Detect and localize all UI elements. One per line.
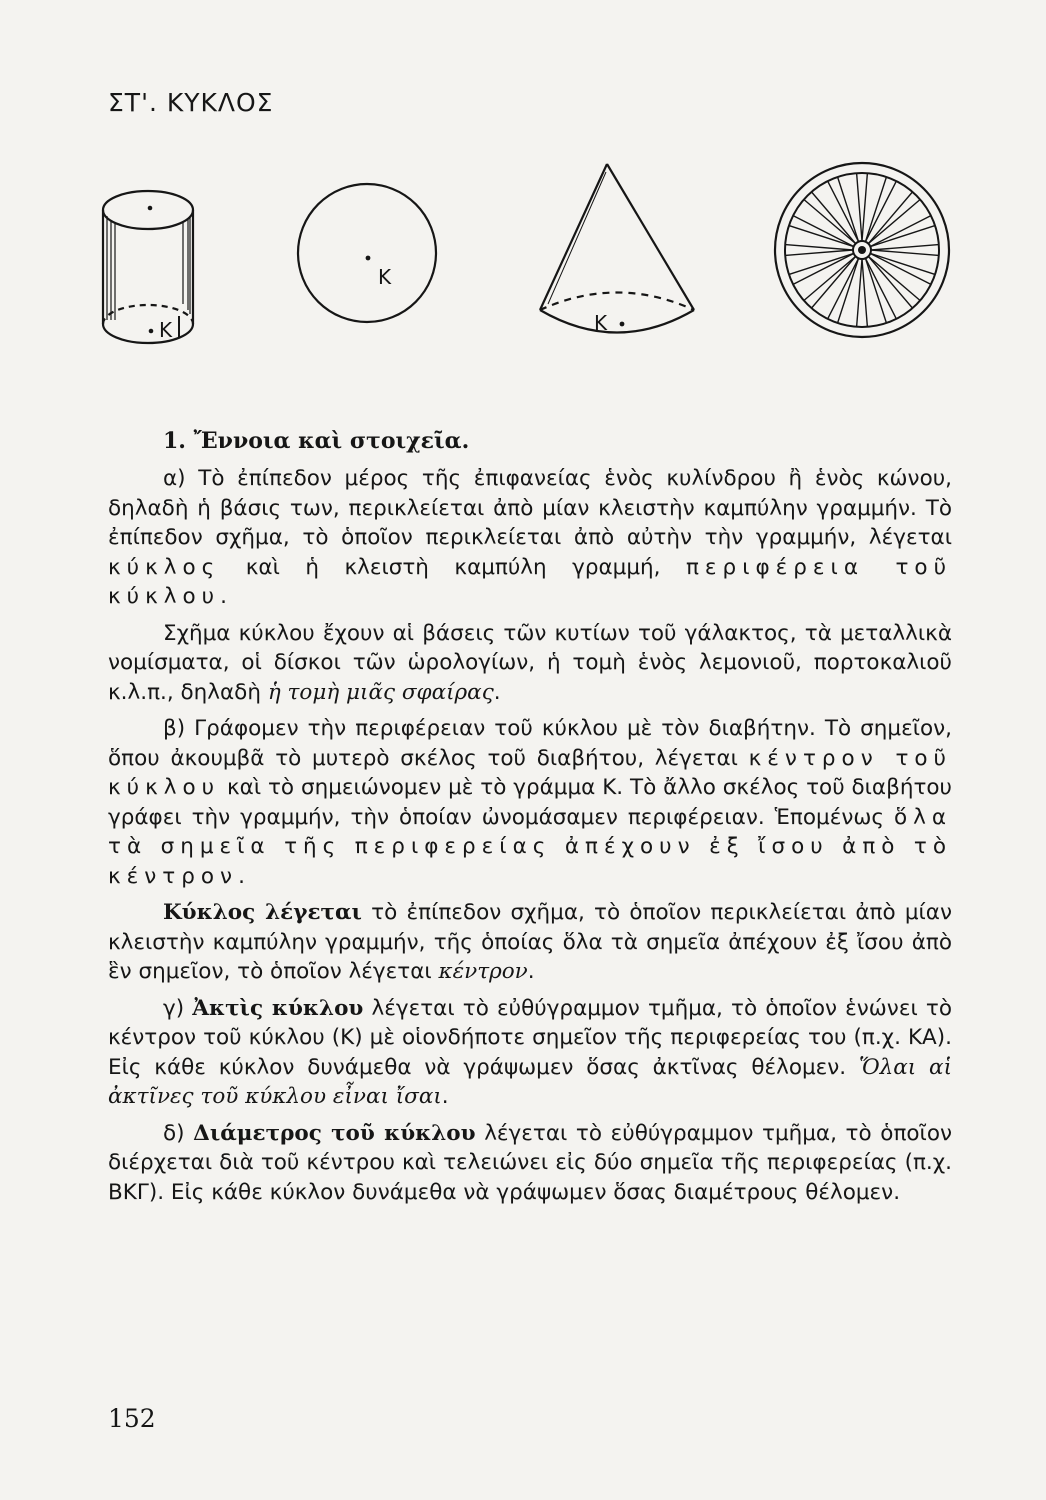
cone-center-label: Κ [594, 311, 608, 335]
text: . [220, 584, 227, 609]
term-kyklos: κύκλος [108, 554, 221, 580]
figures-row [0, 160, 1046, 380]
body-text [108, 464, 952, 1207]
wheel-spoke [789, 226, 854, 247]
bold-term: Ἀκτὶς κύκλου [192, 995, 364, 1021]
circle-center-label: Κ [378, 265, 392, 289]
text: λέγεται τὸ εὐθύγραμμον τμῆμα, τὸ ὁποῖον ἑνώνει τὸ κέντρον τοῦ κύκλου (Κ) μὲ οἱονδήποτε σημεῖον τῆς περιφερείας του (π.χ. ΚΑ). Εἰς κάθε κύκλον δυνάμεθα νὰ γράψωμεν ὅσας ἀκτῖνας θέλομεν. [108, 995, 952, 1080]
paragraph-c [108, 994, 952, 1112]
wheel-spoke [862, 259, 867, 327]
wheel-spoke [871, 250, 939, 255]
text: α) Τὸ ἐπίπεδον μέρος τῆς ἐπιφανείας ἑνὸς κυλίνδρου ἢ ἑνὸς κώνου, δηλαδὴ ἡ βάσις των, περικλείεται ἀπὸ μίαν κλειστὴν καμπύλην γραμμήν. Τὸ ἐπίπεδον σχῆμα, τὸ ὁποῖον περικλείεται ἀπὸ αὐτὴν τὴν γραμμήν, λέγεται [108, 466, 952, 550]
paragraph-a [108, 464, 952, 612]
italic-phrase: Ὅλαι αἱ ἀκτῖνες τοῦ κύκλου εἶναι ἴσαι [108, 1054, 952, 1109]
text: β) Γράφομεν τὴν περιφέρειαν τοῦ κύκλου μὲ τὸν διαβήτην. Τὸ σημεῖον, ὅπου ἀκουμβᾶ τὸ μυτερὸ σκέλος τοῦ διαβήτου, λέγεται [108, 716, 952, 771]
wheel-figure [770, 158, 960, 348]
italic-phrase: ἡ τομὴ μιᾶς σφαίρας [267, 679, 494, 705]
wheel-spoke [862, 173, 867, 241]
wheel-spoke [838, 177, 859, 242]
text: . [493, 679, 501, 705]
text: Σχῆμα κύκλου ἔχουν αἱ βάσεις τῶν κυτίων τοῦ γάλακτος, τὰ μεταλλικὰ νομίσματα, οἱ δίσκοι τῶν ὡρολογίων, ἡ τομὴ ἑνὸς λεμονιοῦ, πορτοκαλιοῦ κ.λ.π., δηλαδὴ [108, 620, 952, 705]
paragraph-d [108, 1119, 952, 1208]
paragraph-a-examples [108, 619, 952, 708]
spaced-statement: ὅλα τὰ σημεῖα τῆς περιφερείας ἀπέχουν ἐξ ἴσου ἀπὸ τὸ κέντρον [108, 804, 952, 889]
wheel-spoke [857, 173, 862, 241]
cylinder-center-label: Κ [159, 318, 173, 342]
wheel-spoke [865, 258, 886, 323]
chapter-title: ΣΤ'. ΚΥΚΛΟΣ [108, 88, 274, 117]
section-title: 1. Ἔννοια καὶ στοιχεῖα. [163, 428, 470, 454]
text: γ) [163, 995, 193, 1021]
wheel-spoke [789, 253, 854, 274]
paragraph-b [108, 714, 952, 891]
page-number: 152 [108, 1404, 156, 1433]
wheel-spoke [838, 258, 859, 323]
term-periphereia: περιφέρεια τοῦ κύκλου [108, 554, 953, 609]
text: καὶ τὸ σημειώνομεν μὲ τὸ γράμμα Κ. Τὸ ἄλλο σκέλος τοῦ διαβήτου γράφει τὴν γραμμήν, τὴν ὁποίαν ὠνομάσαμεν περιφέρειαν. Ἑπομένως [108, 775, 952, 830]
wheel-spoke [857, 259, 862, 327]
bold-term: Κύκλος λέγεται [163, 900, 362, 925]
wheel-spoke [865, 177, 886, 242]
text: . [238, 863, 245, 889]
paragraph-definition [108, 898, 952, 987]
italic-term: κέντρον [438, 959, 528, 984]
wheel-spoke [870, 226, 935, 247]
circle-figure [294, 180, 444, 330]
text: δ) [163, 1120, 194, 1146]
text: λέγεται τὸ εὐθύγραμμον τμῆμα, τὸ ὁποῖον διέρχεται διὰ τοῦ κέντρου καὶ τελειώνει εἰς δύο σημεῖα τῆς περιφερείας (π.χ. ΒΚΓ). Εἰς κάθε κύκλον δυνάμεθα νὰ γράψωμεν ὅσας διαμέτρους θέλομεν. [108, 1120, 952, 1205]
wheel-spoke [785, 245, 853, 250]
text: καὶ ἡ κλειστὴ καμπύλη γραμμή, [220, 554, 686, 580]
bold-term: Διάμετρος τοῦ κύκλου [193, 1120, 476, 1146]
wheel-spoke [871, 245, 939, 250]
text: τὸ ἐπίπεδον σχῆμα, τὸ ὁποῖον περικλείεται ἀπὸ μίαν κλειστὴν καμπύλην γραμμήν, τῆς ὁποίας ὅλα τὰ σημεῖα ἀπέχουν ἐξ ἴσου ἀπὸ ἓν σημεῖον, τὸ ὁποῖον λέγεται [108, 900, 952, 984]
text: . [441, 1084, 449, 1109]
cone-figure [522, 160, 702, 360]
wheel-spoke [785, 250, 853, 255]
wheel-spoke [870, 253, 935, 274]
cylinder-figure [95, 186, 205, 386]
text: . [527, 959, 535, 984]
term-kentro: κέντρον τοῦ κύκλου [108, 745, 952, 800]
